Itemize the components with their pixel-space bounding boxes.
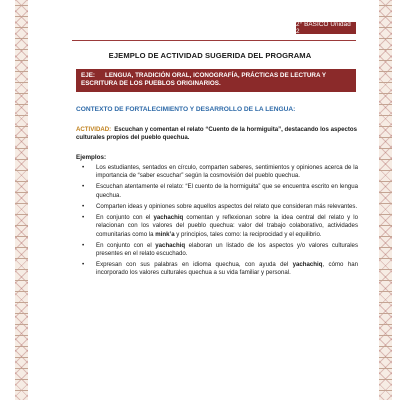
eje-text: LENGUA, TRADICIÓN ORAL, ICONOGRAFÍA, PRÁCTICAS DE LECTURA Y ESCRITURA DE LOS PUEBLOS ORIGINARIOS. <box>81 72 326 88</box>
list-item: • Comparten ideas y opiniones sobre aquellos aspectos del relato que consideran más relevantes. <box>82 202 358 210</box>
bullet-icon: • <box>82 164 85 171</box>
list-item: • En conjunto con el yachachiq elaboran un listado de los aspectos y/o valores culturales presentes en el relato escuchado. <box>82 241 358 258</box>
bullet-icon: • <box>82 261 85 269</box>
decorative-border-right <box>379 0 392 400</box>
bullet-icon: • <box>82 183 85 191</box>
eje-label: EJE: <box>81 72 95 79</box>
bullet-icon: • <box>82 202 85 210</box>
context-heading: CONTEXTO DE FORTALECIMIENTO Y DESARROLLO DE LA LENGUA: <box>76 106 296 113</box>
grade-unit-badge: 2° BÁSICO Unidad 2 <box>296 22 356 34</box>
activity-block <box>76 126 358 143</box>
examples-heading: Ejemplos: <box>76 154 107 161</box>
list-item: • Expresan con sus palabras en idioma quechua, con ayuda del yachachiq, cómo han incorporado los valores culturales quechua a su vida familiar y personal. <box>82 261 358 277</box>
list-item: • Los estudiantes, sentados en círculo, comparten saberes, sentimientos y opiniones acerca de la importancia de “saber escuchar” según la cosmovisión del pueblo quechua. <box>82 164 358 180</box>
bullet-icon: • <box>82 213 85 221</box>
header-divider <box>72 40 356 41</box>
decorative-border-left <box>15 0 28 400</box>
examples-list <box>82 164 358 280</box>
list-item: • Escuchan atentamente el relato: “El cuento de la hormiguita” que se encuentra escrito en lengua quechua. <box>82 183 358 199</box>
eje-banner <box>76 69 356 92</box>
bullet-icon: • <box>82 241 85 249</box>
page-title: EJEMPLO DE ACTIVIDAD SUGERIDA DEL PROGRAMA <box>108 51 312 60</box>
list-item: • En conjunto con el yachachiq comentan y reflexionan sobre la idea central del relato y lo relacionan con los valores del pueblo quechua: valor del trabajo colaborativo, actividades comunitarias como la mink’a y principios, tales como: la reciprocidad y el equilibrio. <box>82 213 358 238</box>
activity-text: Escuchan y comentan el relato “Cuento de la hormiguita”, destacando los aspectos culturales propios del pueblo quechua. <box>76 126 358 142</box>
activity-label: ACTIVIDAD: <box>76 126 112 133</box>
